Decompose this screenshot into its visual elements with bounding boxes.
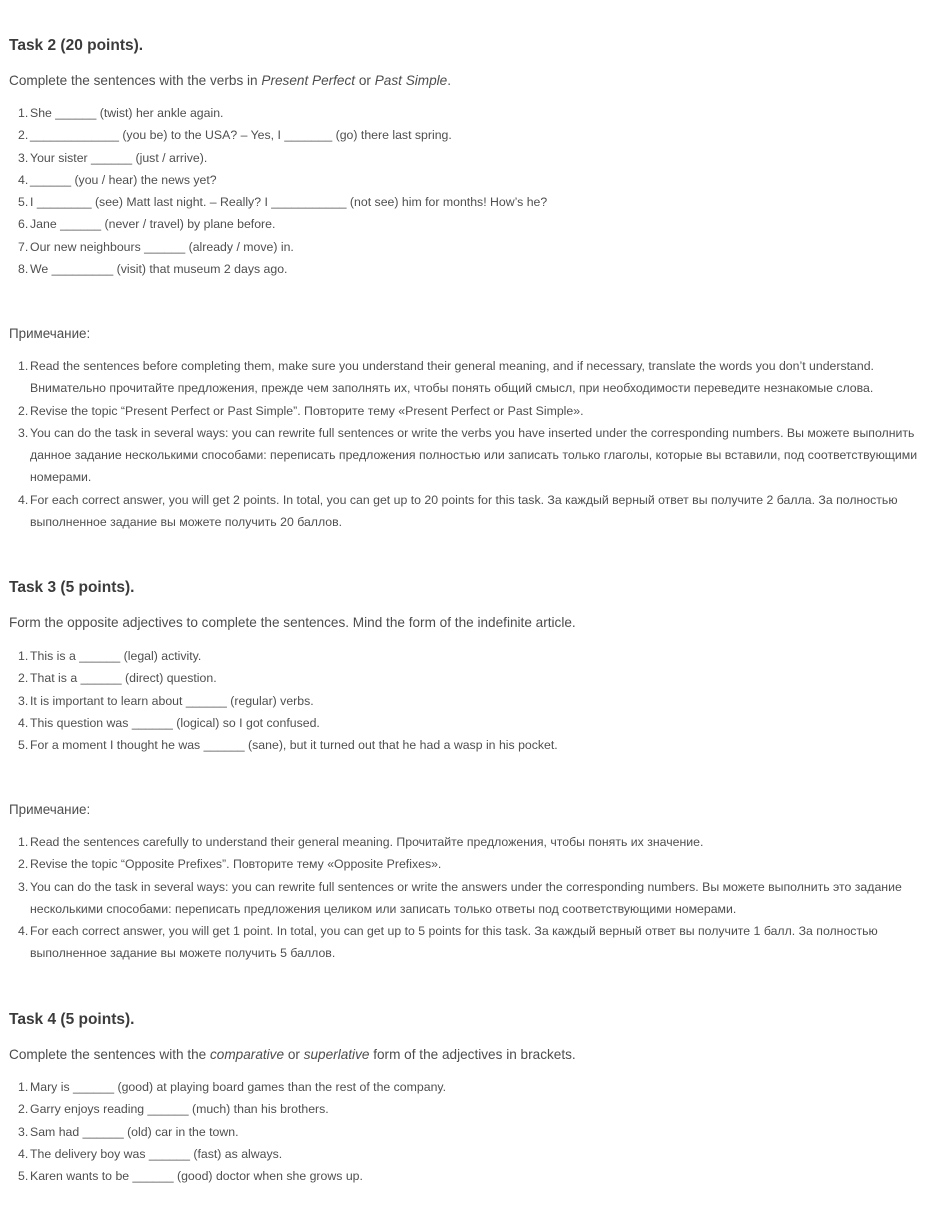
task2-instruction: Complete the sentences with the verbs in Present Perfect or Past Simple. — [9, 73, 452, 88]
task4-items-list — [9, 1076, 921, 1187]
note-item: 1. Read the sentences before completing them, make sure you understand their general meaning, and if necessary, translate the words you don’t understand. Внимательно прочитайте предложения, прежде чем заполнять их, чтобы понять общий смысл, при необходимости переведите незнакомые слова. — [18, 359, 874, 396]
task2-items-list — [9, 102, 921, 280]
note-item: 2. Revise the topic “Opposite Prefixes”. Повторите тему «Opposite Prefixes». — [18, 857, 442, 872]
list-item: 5. Karen wants to be ______ (good) doctor when she grows up. — [18, 1169, 363, 1184]
task2-note-label: Примечание: — [9, 326, 91, 341]
list-item: 8. We _________ (visit) that museum 2 days ago. — [18, 262, 288, 277]
note-item: 3. You can do the task in several ways: you can rewrite full sentences or write the verbs you have inserted under the corresponding numbers. Вы можете выполнить данное задание несколькими способами: переписать предложения полностью или записать только глаголы, которые вы вставили, под соответствующими номерами. — [18, 425, 918, 485]
task3-items-list — [9, 645, 921, 756]
list-item: 1. Mary is ______ (good) at playing board games than the rest of the company. — [18, 1080, 447, 1094]
task3-notes-list — [9, 831, 921, 965]
list-item: 2. _____________ (you be) to the USA? – Yes, I _______ (go) there last spring. — [18, 128, 452, 143]
list-item: 1. This is a ______ (legal) activity. — [18, 649, 202, 663]
note-item: 4. For each correct answer, you will get 1 point. In total, you can get up to 5 points for this task. За каждый верный ответ вы получите 1 балл. За полностью выполненное задание вы можете получить 5 баллов. — [18, 924, 878, 961]
note-item: 3. You can do the task in several ways: you can rewrite full sentences or write the answers under the corresponding numbers. Вы можете выполнить это задание несколькими способами: переписать предложения целиком или записать только ответы под соответствующими номерами. — [18, 879, 902, 916]
task2-title: Task 2 (20 points). — [9, 37, 144, 54]
list-item: 2. Garry enjoys reading ______ (much) than his brothers. — [18, 1102, 329, 1117]
task3-note-label: Примечание: — [9, 802, 91, 817]
task4-instruction: Complete the sentences with the comparative or superlative form of the adjectives in brackets. — [9, 1047, 576, 1062]
note-item: 2. Revise the topic “Present Perfect or Past Simple”. Повторите тему «Present Perfect or Past Simple». — [18, 403, 584, 418]
list-item: 5. For a moment I thought he was ______ (sane), but it turned out that he had a wasp in his pocket. — [18, 738, 558, 753]
task4-title: Task 4 (5 points). — [9, 1011, 135, 1028]
list-item: 2. That is a ______ (direct) question. — [18, 671, 217, 686]
note-item: 4. For each correct answer, you will get 2 points. In total, you can get up to 20 points for this task. За каждый верный ответ вы получите 2 балла. За полностью выполненное задание вы можете получить 20 баллов. — [18, 492, 898, 530]
list-item: 7. Our new neighbours ______ (already / move) in. — [18, 239, 294, 254]
task3-instruction: Form the opposite adjectives to complete the sentences. Mind the form of the indefinite article. — [9, 615, 576, 630]
list-item: 3. Your sister ______ (just / arrive). — [18, 150, 208, 165]
list-item: 3. It is important to learn about ______ (regular) verbs. — [18, 693, 314, 708]
list-item: 1. She ______ (twist) her ankle again. — [18, 106, 224, 120]
list-item: 4. The delivery boy was ______ (fast) as always. — [18, 1146, 283, 1161]
list-item: 3. Sam had ______ (old) car in the town. — [18, 1124, 239, 1139]
list-item: 5. I ________ (see) Matt last night. – Really? I ___________ (not see) him for months! How’s he? — [18, 195, 548, 210]
task3-title: Task 3 (5 points). — [9, 579, 135, 596]
list-item: 4. ______ (you / hear) the news yet? — [18, 172, 217, 187]
task2-notes-list — [9, 355, 921, 533]
note-item: 1. Read the sentences carefully to understand their general meaning. Прочитайте предложения, чтобы понять их значение. — [18, 835, 704, 849]
list-item: 4. This question was ______ (logical) so I got confused. — [18, 715, 320, 730]
list-item: 6. Jane ______ (never / travel) by plane before. — [18, 217, 276, 232]
